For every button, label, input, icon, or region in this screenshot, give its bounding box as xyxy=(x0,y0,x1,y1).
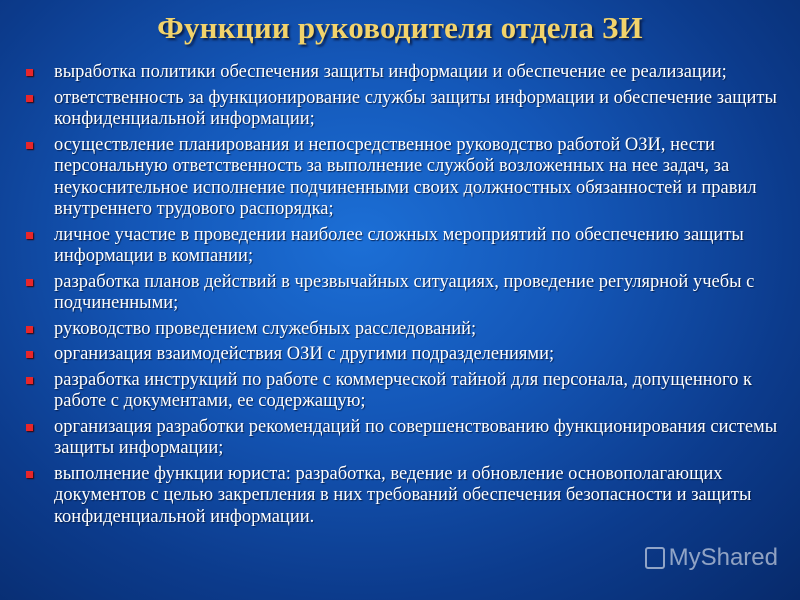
list-item xyxy=(26,417,778,460)
list-item-text: разработка планов действий в чрезвычайных ситуациях, проведение регулярной учебы с подчиненными; xyxy=(54,271,755,313)
list-item xyxy=(26,225,778,268)
bullet-square-icon xyxy=(26,377,33,384)
list-item-text: осуществление планирования и непосредственное руководство работой ОЗИ, нести персональную ответственность за выполнение службой возложенных на нее задач, за неукоснительное исполнение подчиненными своих должностных обязанностей и правил внутреннего трудового распорядка; xyxy=(54,134,757,219)
bullet-square-icon xyxy=(26,232,33,239)
list-item-text: выработка политики обеспечения защиты информации и обеспечение ее реализации; xyxy=(54,62,727,82)
bullet-square-icon xyxy=(26,424,33,431)
list-item xyxy=(26,272,778,315)
list-item xyxy=(26,88,778,131)
list-item-text: личное участие в проведении наиболее сложных мероприятий по обеспечению защиты информации в компании; xyxy=(54,224,744,266)
list-item xyxy=(26,62,778,84)
watermark-text: MyShared xyxy=(668,544,778,571)
bullet-square-icon xyxy=(26,69,33,76)
list-item xyxy=(26,370,778,413)
bullet-list xyxy=(26,62,778,532)
bullet-square-icon xyxy=(26,471,33,478)
list-item-text: организация взаимодействия ОЗИ с другими подразделениями; xyxy=(54,344,555,364)
list-item-text: руководство проведением служебных расследований; xyxy=(54,318,477,339)
watermark-logo xyxy=(645,544,778,572)
bullet-square-icon xyxy=(26,279,33,286)
bullet-square-icon xyxy=(26,351,33,358)
bullet-square-icon xyxy=(26,95,33,102)
list-item-text: ответственность за функционирование службы защиты информации и обеспечение защиты конфиденциальной информации; xyxy=(54,87,777,129)
list-item-text: разработка инструкций по работе с коммерческой тайной для персонала, допущенного к работе с документами, ее содержащую; xyxy=(54,369,752,411)
list-item xyxy=(26,135,778,221)
list-item-text: выполнение функции юриста: разработка, ведение и обновление основополагающих документов с целью закрепления в них требований обеспечения безопасности и защиты конфиденциальной информации. xyxy=(54,463,752,527)
bullet-square-icon xyxy=(26,142,33,149)
list-item xyxy=(26,464,778,529)
list-item xyxy=(26,344,778,366)
list-item xyxy=(26,319,778,341)
bullet-square-icon xyxy=(26,326,33,333)
slide-title: Функции руководителя отдела ЗИ xyxy=(157,10,643,45)
watermark-icon xyxy=(645,547,665,569)
list-item-text: организация разработки рекомендаций по совершенствованию функционирования системы защиты информации; xyxy=(54,416,778,458)
